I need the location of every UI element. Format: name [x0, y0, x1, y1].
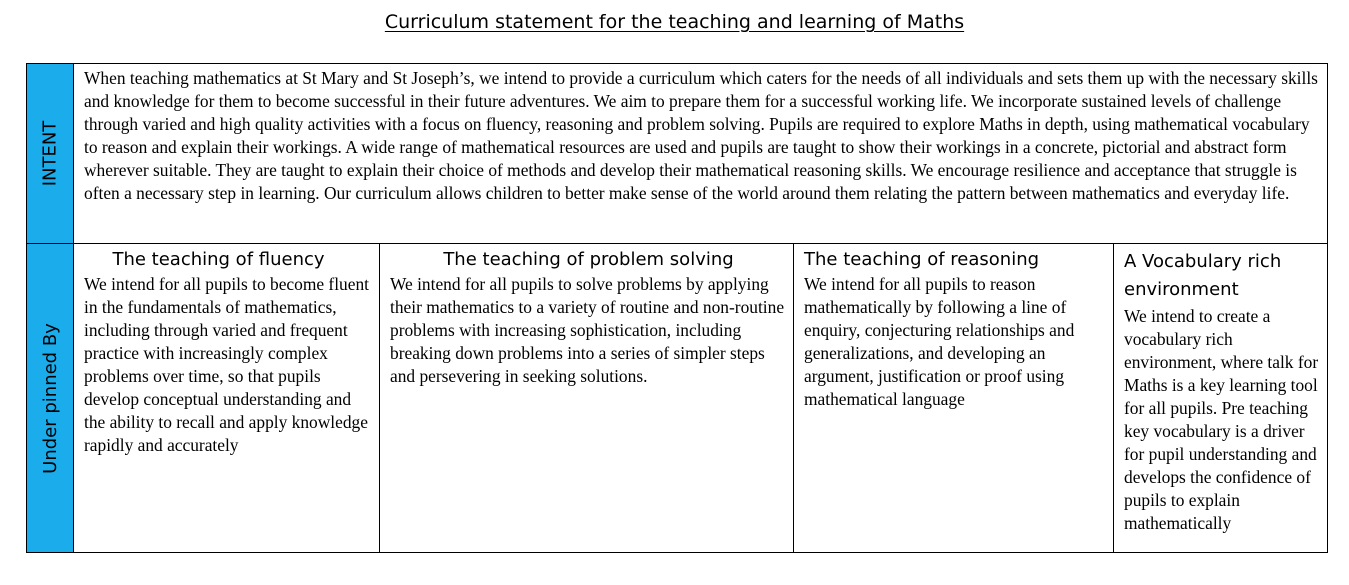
intent-text: When teaching mathematics at St Mary and St Joseph’s, we intend to provide a curriculum which caters for the needs of all individuals and sets them up with the necessary skills and knowledge for them to become successful in their future adventures. We aim to prepare them for a successful working life. We incorporate sustained levels of challenge through varied and high quality activities with a focus on fluency, reasoning and problem solving. Pupils are required to explore Maths in depth, using mathematical vocabulary to reason and explain their workings. A wide range of mathematical resources are used and pupils are taught to show their workings in a concrete, pictorial and abstract form wherever suitable. They are taught to explain their choice of methods and develop their mathematical reasoning skills. We encourage resilience and acceptance that struggle is often a necessary step in learning. Our curriculum allows children to better make sense of the world around them relating the pattern between mathematics and everyday life.: [84, 68, 1318, 203]
vocabulary-heading: A Vocabulary rich environment: [1124, 251, 1282, 300]
fluency-heading: The teaching of fluency: [112, 249, 325, 270]
fluency-cell: [73, 243, 380, 553]
document-title-text: Curriculum statement for the teaching and learning of Maths: [384, 11, 965, 33]
reasoning-heading: The teaching of reasoning: [804, 249, 1040, 270]
fluency-text: We intend for all pupils to become fluent in the fundamentals of mathematics, including through varied and frequent practice with increasingly complex problems over time, so that pupils develop conceptual understanding and the ability to recall and apply knowledge rapidly and accurately: [84, 274, 369, 455]
under-pinned-by-side-label: [26, 243, 74, 553]
document-title: [0, 9, 1349, 35]
reasoning-cell: [793, 243, 1114, 553]
problem-solving-cell: [379, 243, 794, 553]
intent-side-label-text: INTENT: [39, 120, 61, 187]
vocabulary-text: We intend to create a vocabulary rich environment, where talk for Maths is a key learning tool for all pupils. Pre teaching key vocabulary is a driver for pupil understanding and develops the confidence of pupils to explain mathematically: [1124, 306, 1319, 533]
reasoning-text: We intend for all pupils to reason mathematically by following a line of enquiry, conjecturing relationships and generalizations, and developing an argument, justification or proof using mathematical language: [804, 274, 1075, 409]
under-pinned-by-side-label-text: Under pinned By: [39, 322, 61, 474]
problem-solving-heading: The teaching of problem solving: [443, 249, 734, 270]
intent-side-label: [26, 63, 74, 244]
vocabulary-cell: [1113, 243, 1328, 553]
intent-cell: [73, 63, 1328, 244]
problem-solving-text: We intend for all pupils to solve problems by applying their mathematics to a variety of routine and non-routine problems with increasing sophistication, including breaking down problems into a series of simpler steps and persevering in seeking solutions.: [390, 274, 785, 386]
